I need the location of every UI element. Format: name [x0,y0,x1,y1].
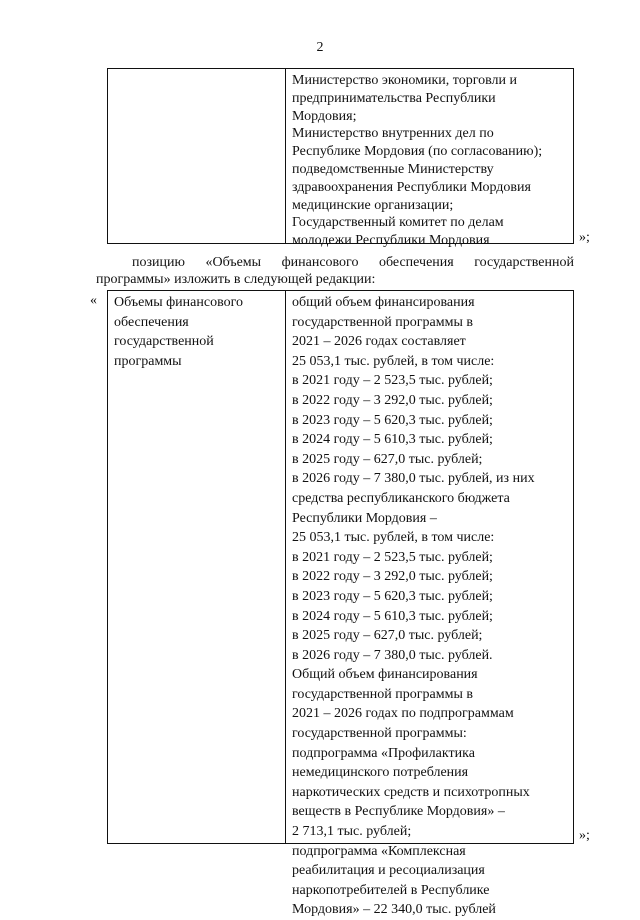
text-line: в 2025 году – 627,0 тыс. рублей; [292,451,483,467]
text-line: реабилитация и ресоциализация [292,863,485,879]
text-line: 2021 – 2026 годах по подпрограммам [292,706,514,722]
text-line: в 2026 году – 7 380,0 тыс. рублей. [292,647,493,663]
text-line: в 2021 году – 2 523,5 тыс. рублей; [292,373,493,389]
top-table-right-cell [286,69,573,249]
text-line: подведомственные Министерству [292,161,494,177]
bottom-table-right-cell [286,291,573,918]
text-line: веществ в Республике Мордовия» – [292,804,505,820]
paragraph-line-1: позицию «Объемы финансового обеспечения государственной [132,255,574,270]
text-line: Мордовия» – 22 340,0 тыс. рублей [292,902,496,918]
text-line: государственной программы в [292,314,473,330]
text-line: общий объем финансирования [292,295,475,310]
text-line: здравоохранения Республики Мордовия [292,179,531,195]
text-line: в 2024 году – 5 610,3 тыс. рублей; [292,432,493,448]
text-line: в 2026 году – 7 380,0 тыс. рублей, из них [292,471,535,487]
text-line: 2 713,1 тыс. рублей; [292,824,412,840]
text-line: наркотических средств и психотропных [292,784,530,800]
top-table-left-cell [108,69,286,243]
paragraph-line-2: программы» изложить в следующей редакции: [96,272,376,287]
text-line: Государственный комитет по делам [292,215,504,231]
text-line: Министерство экономики, торговли и [292,73,518,88]
top-table [107,68,574,249]
bottom-table-right-lines [292,293,573,920]
text-line: в 2025 году – 627,0 тыс. рублей; [292,628,483,644]
text-line: Объемы финансового [114,295,243,310]
text-line: 25 053,1 тыс. рублей, в том числе: [292,353,495,369]
top-table-right-lines [292,72,573,250]
page-number: 2 [316,40,324,55]
top-table-closing-quote: »; [579,230,590,245]
text-line: 25 053,1 тыс. рублей, в том числе: [292,530,495,546]
text-line: Республике Мордовия (по согласованию); [292,144,543,160]
text-line: в 2022 году – 3 292,0 тыс. рублей; [292,392,493,408]
bottom-table-left-cell [108,291,286,843]
text-line: государственной программы: [292,726,467,742]
text-line: Республики Мордовия – [292,510,437,526]
text-line: наркопотребителей в Республике [292,882,490,898]
bottom-table-opening-quote: « [90,293,97,308]
text-line: Мордовия; [292,108,357,124]
text-line: программы [114,353,182,369]
text-line: в 2023 году – 5 620,3 тыс. рублей; [292,412,493,428]
text-line: в 2024 году – 5 610,3 тыс. рублей; [292,608,493,624]
bottom-table [107,290,574,918]
text-line: немедицинского потребления [292,765,469,781]
bottom-table-closing-quote: »; [579,828,590,843]
text-line: в 2022 году – 3 292,0 тыс. рублей; [292,569,493,585]
text-line: в 2023 году – 5 620,3 тыс. рублей; [292,588,493,604]
text-line: государственной [114,334,214,350]
text-line: медицинские организации; [292,197,454,213]
text-line: государственной программы в [292,686,473,702]
text-line: обеспечения [114,314,189,330]
text-line: 2021 – 2026 годах составляет [292,334,466,350]
text-line: средства республиканского бюджета [292,490,510,506]
text-line: подпрограмма «Профилактика [292,745,475,761]
text-line: подпрограмма «Комплексная [292,843,466,859]
text-line: молодежи Республики Мордовия [292,233,490,249]
text-line: в 2021 году – 2 523,5 тыс. рублей; [292,549,493,565]
bottom-table-left-lines [114,293,285,371]
text-line: Общий объем финансирования [292,667,478,683]
text-line: Министерство внутренних дел по [292,126,494,142]
text-line: предпринимательства Республики [292,90,496,106]
